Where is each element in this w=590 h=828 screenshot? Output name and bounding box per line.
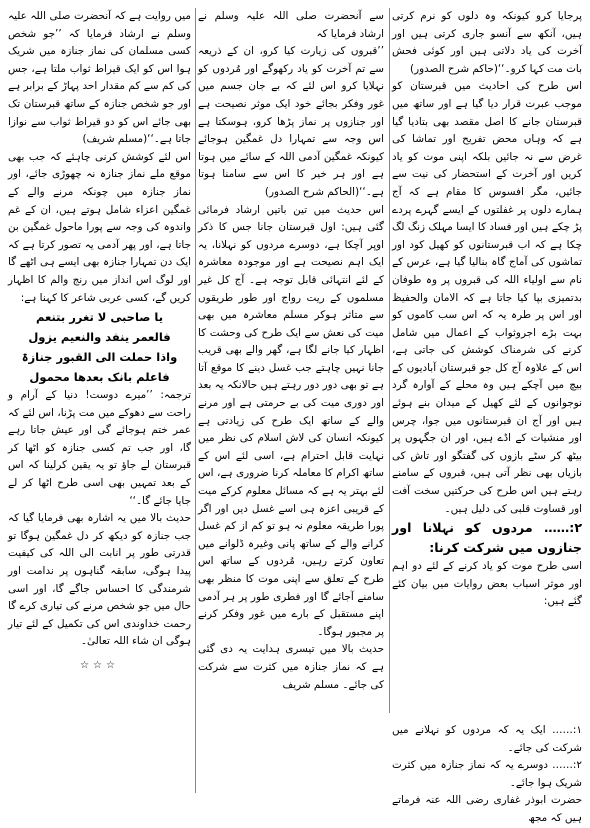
list-item: ۲:…… دوسرے یہ کہ نماز جنازہ میں کثرت شریک ہوا جائے۔ [392, 759, 582, 789]
arabic-verse [8, 307, 191, 387]
paragraph: پرجایا کرو کیونکہ وہ دلوں کو نرم کرتی ہیں، آنکھ سے آنسو جاری کرتی ہیں اور آخرت کی یاد دلاتی ہیں اور کوئی فحش بات مت کہا کرو۔‘‘(حاکم شرح الصدور) [392, 10, 582, 75]
paragraph: اس حدیث میں تین باتیں ارشاد فرمائی گئی ہیں: اول قبرستان جانا جس کا ذکر اوپر آچکا ہے، دوسرے مردوں کو نہلانا، یہ ایک اہم نصیحت ہے اور موجودہ معاشرہ کے لئے انتہائی قابل توجہ ہے۔ آج کل غیر مسلموں کے ریت رواج اور طور طریقوں سے متاثر ہوکر مسلم معاشرہ میں بھی میت کی نعش سے ایک طرح کی وحشت کا اظہار کیا جانے لگا ہے، گھر والے بھی قریب جانا نہیں چاہتے جب غسل دینے کا موقع آتا ہے تو بھی دور دور رہتے ہیں حالانکہ یہ بعد اور دوری میت کی بے حرمتی ہے اور مرنے والے کے ساتھ ایک طرح کی زیادتی ہے کیونکہ انسان کی لاش اسلام کی نظر میں نہایت قابل احترام ہے، اسی لئے اس کے ساتھ اکرام کا معاملہ کرنا ضروری ہے، اس لئے بہتر یہ ہے کہ مسائل معلوم کرکے میت کے قریبی اعزہ ہی اسے غسل دیں اور اگر پورا طریقہ معلوم نہ ہو تو کم از کم غسل کرانے والے کے ساتھ پانی وغیرہ ڈلوانے میں تعاون کرتے رہیں، مُردوں کے ساتھ اس طرح کے تعلق سے اپنی موت کا منظر بھی سامنے آجائے گا اور فطری طور پر ہر آدمی اپنے مستقبل کے بارے میں غور وفکر کرنے پر مجبور ہوگا۔ [198, 203, 384, 638]
column-divider [389, 8, 390, 713]
verse-line: فالعمر ینفد والنعیم یزول [28, 330, 171, 345]
column-divider [195, 8, 196, 793]
paragraph: اسی طرح موت کو یاد کرنے کے لئے دو اہم اور موثر اسباب بعض روایات میں بیان کئے گئے ہیں: [392, 560, 582, 608]
verse-line: یا صاحبی لا تغرر بتنعم [35, 310, 164, 325]
paragraph: حدیث بالا میں یہ اشارہ بھی فرمایا گیا کہ جب جنازہ کو دیکھ کر دل غمگین ہوگا تو قدرتی طور پر انابت الی اللہ کی کیفیت پیدا ہوگی، سابقہ گناہوں پر ندامت اور شرمندگی کا احساس جاگے گا، اور اسی حال میں جو شخص مرنے کی تیاری کرے گا رحمت خداوندی اس کی تکمیل کے لئے تیار ہوگی ان شاء اللہ تعالیٰ۔ [8, 512, 191, 648]
middle-column [198, 8, 384, 793]
right-column-list [392, 722, 582, 824]
stars-ornament: ☆☆☆ [80, 660, 119, 671]
paragraph: اس طرح کی احادیث میں قبرستان کو موجب عبرت قرار دیا گیا ہے اور ساتھ میں قبرستان جانے کا اصل مقصد بھی بتادیا گیا ہے کہ وہاں محض تفریح اور تماشا کی غرض سے نہ جائیں بلکہ اپنی موت کو یاد کریں اور آخرت کے استحضار کی نیت سے جائیں، مگر افسوس کا مقام ہے کہ آج ہمارے دلوں پر غفلتوں کے ایسے گہرے پردے پڑ چکے ہیں اور فساد کا ایسا مہلک زنگ لگ چکا ہے کہ اب قبرستانوں کو کھیل کود اور تماشوں کی آماج گاہ بنالیا گیا ہے، عرس کے نام سے اولیاء اللہ کی قبروں پر وہ طوفان بدتمیزی بپا کیا جاتا ہے کہ الامان والحفیظ اور اس پر طرہ یہ کہ اس سب کاموں کو بہت بڑے اجروثواب کے اعمال میں شامل کرنے کی شرمناک کوشش کی جاتی ہے، اس کے علاوہ آج کل جو قبرستان آبادیوں کے بیچ میں آچکے ہیں وہ محلے کے آوارہ گرد نوجوانوں کے لئے کھیل کے میدان بنے ہوئے ہیں اور آج ان قبرستانوں میں جوا، چرس اور منشیات کے اڈے ہیں، اور ان جگہوں پر بیٹھ کر سٹے بازوں کی گفتگو اور تاش کی بازیاں بھی نظر آتی ہیں، قبروں کے سامنے رہتے ہیں اس طرح کی حرکتیں سخت آفت اور قساوت قلبی کی دلیل ہیں۔ [392, 80, 582, 515]
verse-line: فاعلم بانک بعدھا محمول [29, 370, 170, 385]
paragraph: حدیث بالا میں تیسری ہدایت یہ دی گئی ہے کہ نماز جنازہ میں کثرت سے شرکت کی جائے۔ مسلم شریف [198, 643, 384, 691]
paragraph: اس لئے کوشش کرنی چاہئے کہ جب بھی موقع ملے نماز جنازہ نہ چھوڑی جائے، اور نماز جنازہ میں چونکہ مرنے والے کے غمگین اعزاء شامل ہوتے ہیں، ان کے غم واندوہ کی وجہ سے پورا ماحول غمگین بن جاتا ہے، اور پھر آدمی یہ تصور کرتا ہے کہ ایک دن تمہارا جنازہ بھی ایسے ہی اٹھے گا اور لوگ اس انداز میں رنج والم کا اظہار کریں گے، کسی عربی شاعر کا کہنا ہے: [8, 150, 191, 304]
paragraph: میں روایت ہے کہ آنحضرت صلی اللہ علیہ وسلم نے ارشاد فرمایا کہ ’’جو شخص کسی مسلمان کی نماز جنازہ میں شریک ہوا اس کو ایک قیراط ثواب ملتا ہے، جس کی کم سے کم مقدار احد پہاڑ کے برابر ہے اور جو شخص جنازہ کے ساتھ قبرستان تک بھی جائے اس کو دو قیراط ثواب سے نوازا جاتا ہے۔‘‘(مسلم شریف) [8, 10, 191, 146]
left-column [8, 8, 191, 768]
right-column [392, 8, 582, 713]
list-item: ۱:…… ایک یہ کہ مردوں کو نہلانے میں شرکت کی جائے۔ [392, 724, 582, 754]
section-heading: ۲:…… مردوں کو نہلانا اور جنازوں میں شرکت کرنا: [392, 520, 582, 556]
hadith-quote: ’’قبروں کی زیارت کیا کرو، ان کے ذریعہ سے تم آخرت کو یاد رکھوگے اور مُردوں کو نہلایا کرو اس لئے کہ بے جان جسم میں غور وفکر بجائے خود ایک موثر نصیحت ہے اور جنازوں پر نماز پڑھا کرو، ہوسکتا ہے اس وجہ سے تمہارا دل غمگین ہوجائے کیونکہ غمگین آدمی اللہ کے سائے میں ہوتا ہے اور ہر خیر کا اس سے سامنا ہوتا ہے۔‘‘(الحاکم شرح الصدور) [198, 45, 384, 198]
paragraph: سے آنحضرت صلی اللہ علیہ وسلم نے ارشاد فرمایا کہ [198, 10, 384, 40]
translation: ترجمہ: ’’میرے دوست! دنیا کے آرام و راحت سے دھوکے میں مت پڑنا، اس لئے کہ عمر ختم ہوجائے گی اور عیش جاتا رہے گا، اور جب تم کسی جنازہ کو اٹھا کر قبرستان لے جاؤ تو یہ یقین کرلینا کہ اس کے بعد تمہیں بھی اسی طرح اٹھا کر لے جایا جائے گا۔‘‘ [8, 389, 191, 507]
paragraph: حضرت ابوذر غفاری رضی اللہ عنہ فرماتے ہیں کہ مجھ [392, 794, 582, 824]
verse-line: واذا حملت الی القبور جنازۃ [21, 350, 178, 365]
